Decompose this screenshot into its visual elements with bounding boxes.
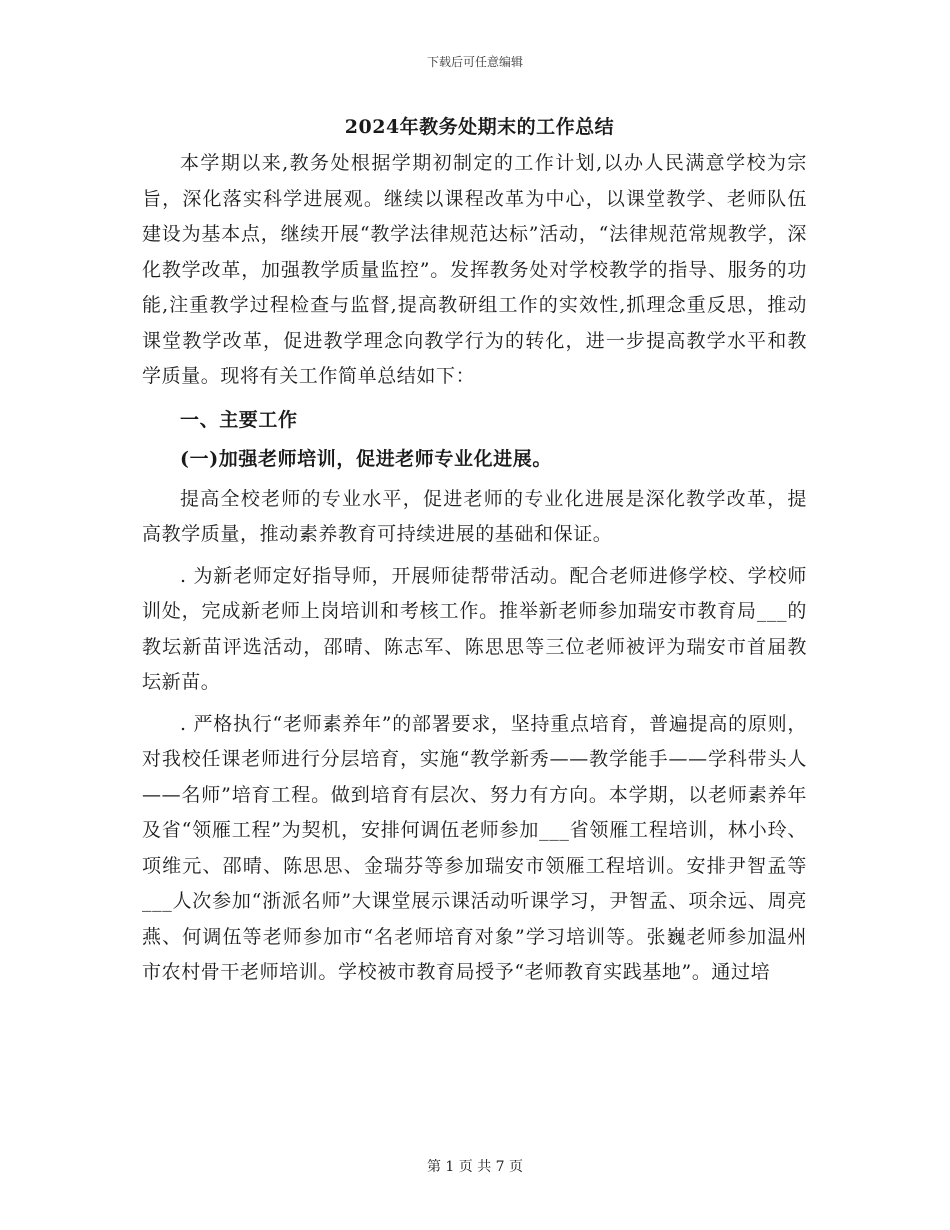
- body-paragraph: . 为新老师定好指导师，开展师徒帮带活动。配合老师进修学校、学校师训处，完成新老师上岗培训和考核工作。推举新老师参加瑞安市教育局___的教坛新苗评选活动，邵晴、陈志军、陈思思等三位老师被评为瑞安市首届教坛新苗。: [142, 564, 807, 693]
- document-title: 2024年教务处期末的工作总结: [344, 116, 615, 138]
- body-paragraph: 提高全校老师的专业水平，促进老师的专业化进展是深化教学改革，提高教学质量，推动素养教育可持续进展的基础和保证。: [142, 487, 807, 545]
- document-body: [142, 112, 807, 991]
- page-number-footer: 第 1 页 共 7 页: [426, 1159, 524, 1175]
- section-heading-main-work: 一、主要工作: [180, 408, 298, 431]
- subsection-heading-teacher-training: (一)加强老师培训，促进老师专业化进展。: [180, 448, 552, 470]
- intro-paragraph: 本学期以来,教务处根据学期初制定的工作计划,以办人民满意学校为宗旨，深化落实科学进展观。继续以课程改革为中心，以课堂教学、老师队伍建设为基本点，继续开展“教学法律规范达标”活动，“法律规范常规教学，深化教学改革，加强教学质量监控”。发挥教务处对学校教学的指导、服务的功能,注重教学过程检查与监督,提高教研组工作的实效性,抓理念重反思，推动课堂教学改革，促进教学理念向教学行为的转化，进一步提高教学水平和教学质量。现将有关工作简单总结如下：: [142, 152, 807, 387]
- header-note: 下载后可任意编辑: [426, 55, 523, 69]
- body-paragraph: . 严格执行“老师素养年”的部署要求，坚持重点培育，普遍提高的原则，对我校任课老师进行分层培育，实施“教学新秀——教学能手——学科带头人——名师”培育工程。做到培育有层次、努力有方向。本学期，以老师素养年及省“领雁工程”为契机，安排何调伍老师参加___省领雁工程培训，林小玲、项维元、邵晴、陈思思、金瑞芬等参加瑞安市领雁工程培训。安排尹智孟等___人次参加“浙派名师”大课堂展示课活动听课学习，尹智孟、项余远、周亮燕、何调伍等老师参加市“名老师培育对象”学习培训等。张巍老师参加温州市农村骨干老师培训。学校被市教育局授予“老师教育实践基地”。通过培: [142, 712, 807, 983]
